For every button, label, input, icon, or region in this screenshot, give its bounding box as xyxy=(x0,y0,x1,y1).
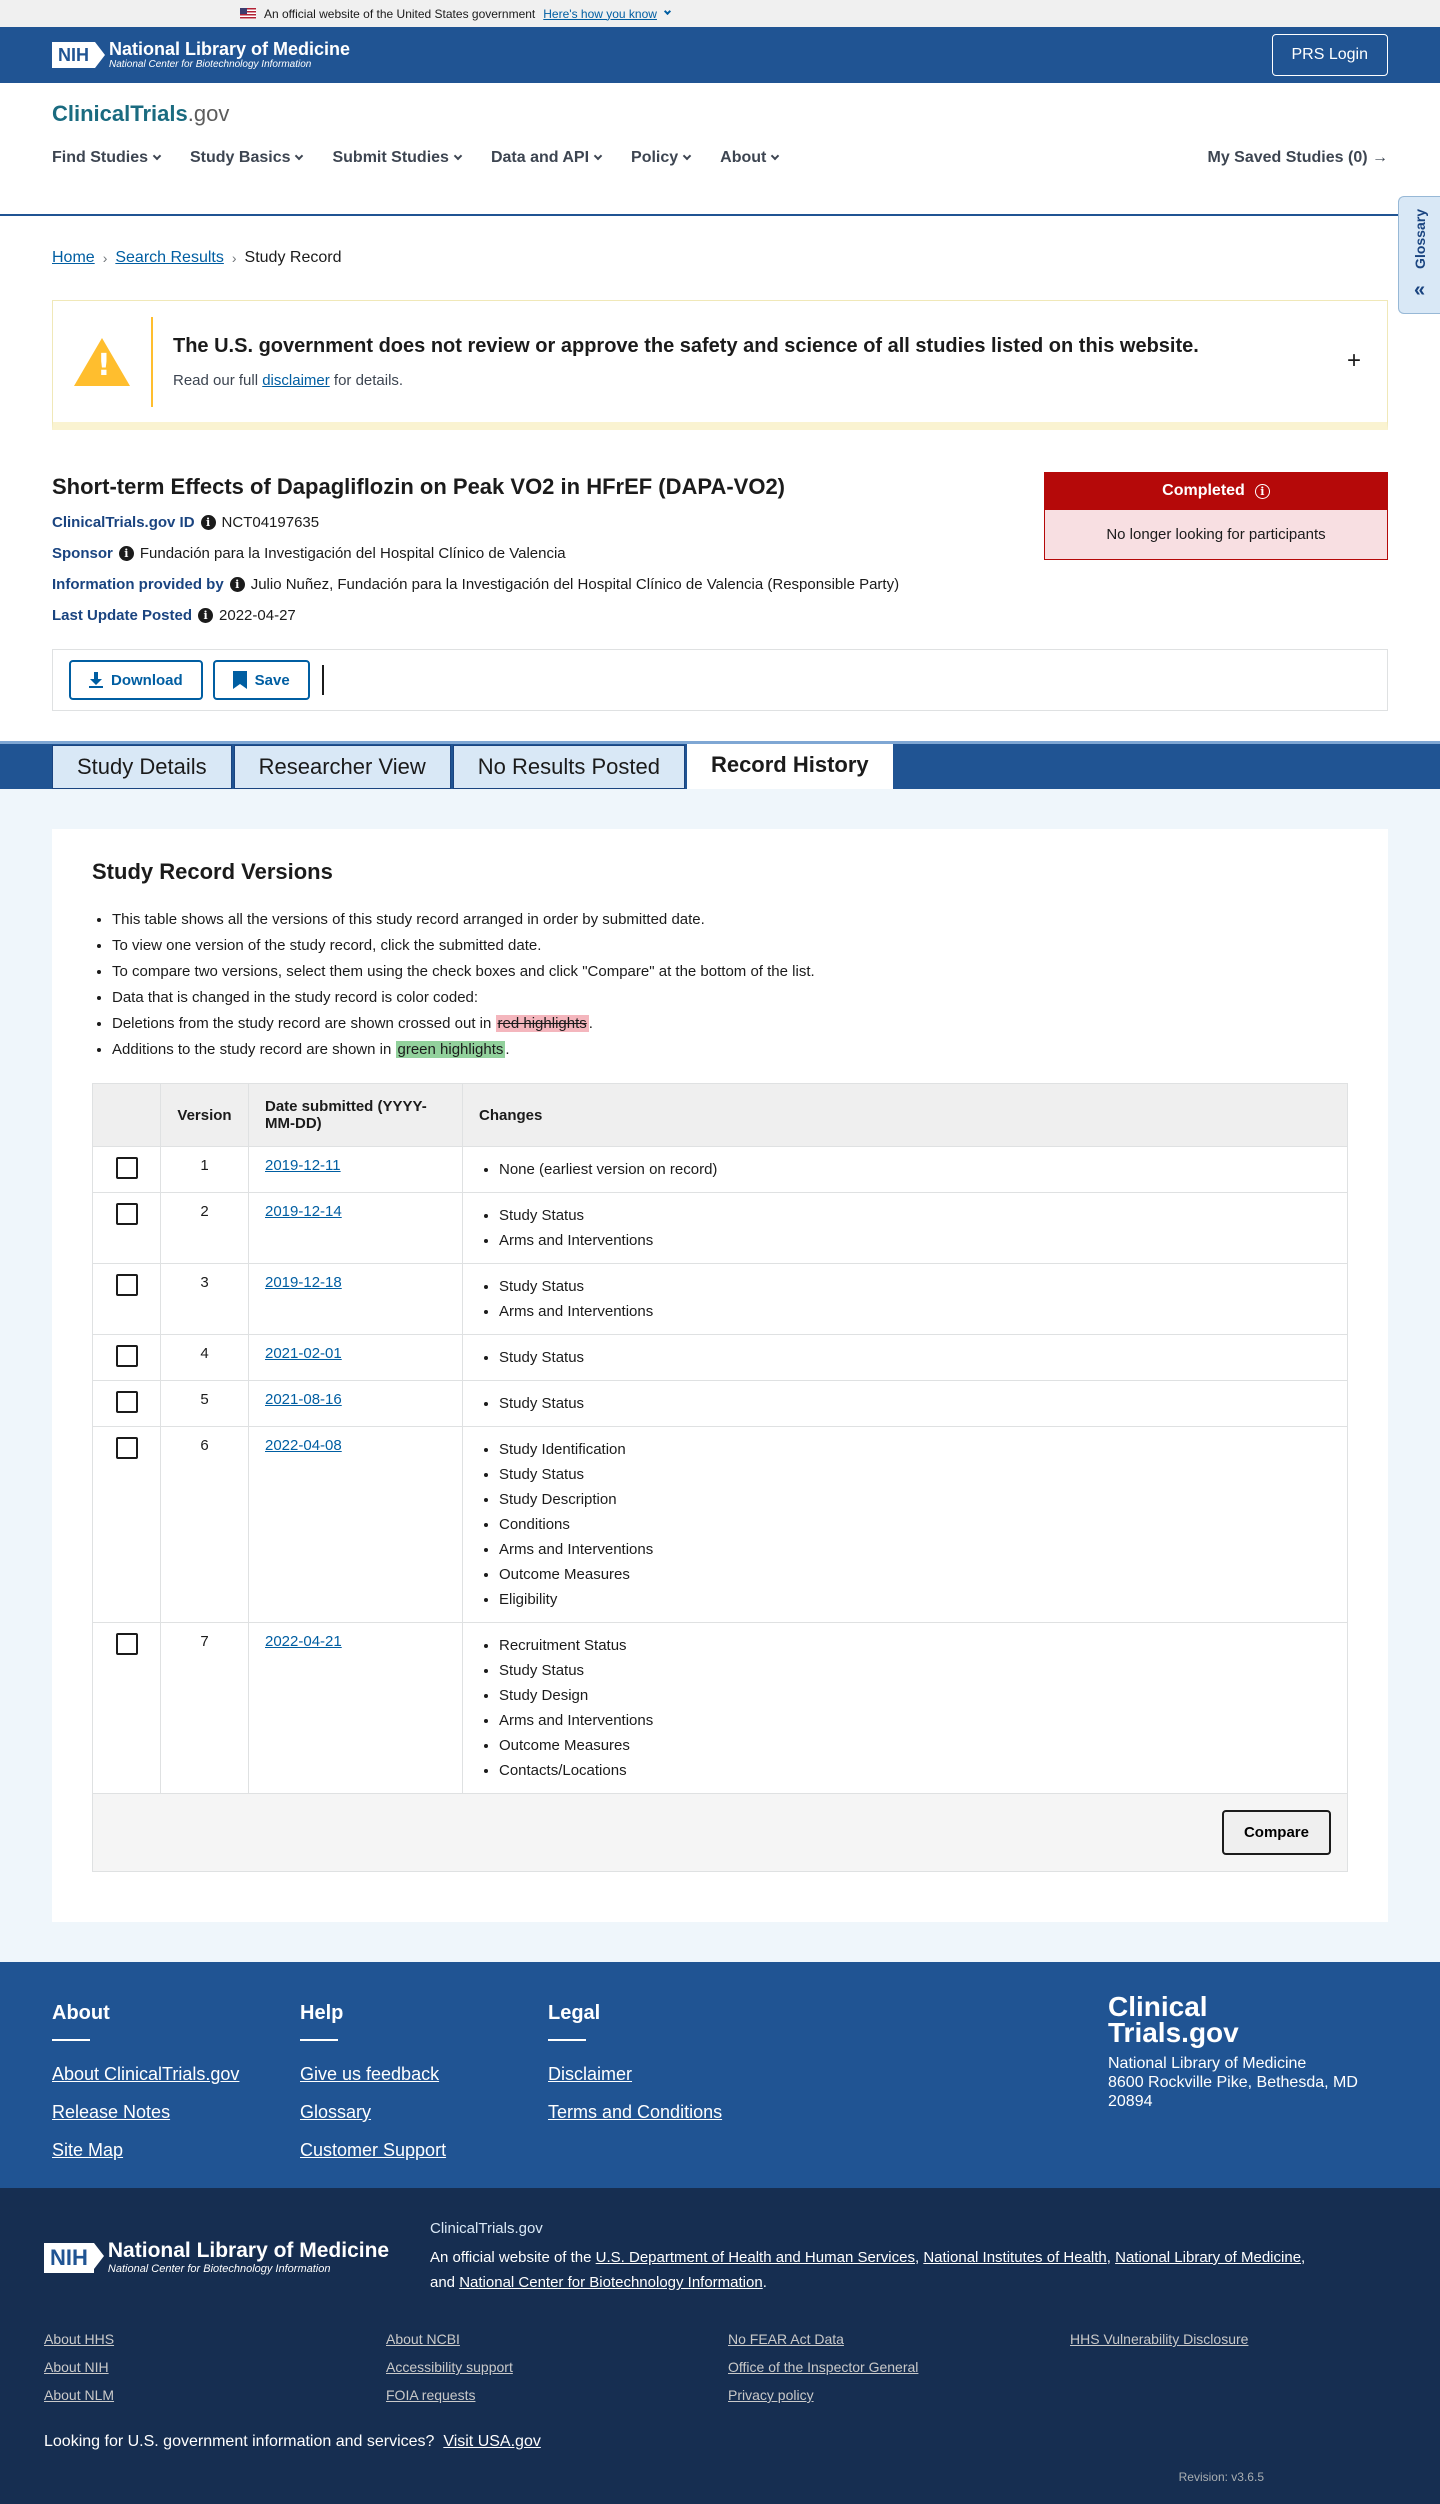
disclaimer-alert xyxy=(52,300,1388,430)
change-item: • Study Status xyxy=(499,1462,1331,1487)
disclaimer-text: Read our full xyxy=(173,371,263,389)
ncbi-link[interactable]: National Center for Biotechnology Information xyxy=(459,2274,763,2291)
last-update-value: 2022-04-27 xyxy=(219,607,296,624)
version-number: 2 xyxy=(161,1193,249,1264)
date-cell xyxy=(249,1623,463,1794)
change-item: • Contacts/Locations xyxy=(499,1758,1331,1783)
version-checkbox[interactable] xyxy=(116,1391,138,1413)
nav-study-basics[interactable]: Study Basics xyxy=(190,149,302,167)
info-bullet: • To view one version of the study record, click the submitted date. xyxy=(112,933,1348,959)
version-checkbox[interactable] xyxy=(116,1274,138,1296)
nav-submit-studies[interactable]: Submit Studies xyxy=(332,149,460,167)
footer-bottom xyxy=(0,2188,1440,2504)
footer-bottom-link[interactable]: FOIA requests xyxy=(386,2387,476,2403)
chevron-right-icon: › xyxy=(102,250,108,266)
nlm-subtitle: National Center for Biotechnology Information xyxy=(109,58,312,70)
status-box xyxy=(1044,472,1388,560)
select-cell xyxy=(93,1427,161,1623)
disclaimer-text-end: for details. xyxy=(329,371,404,389)
red-highlight-sample: red highlights xyxy=(497,1015,587,1032)
table-row xyxy=(93,1623,1348,1794)
change-item: • Study Design xyxy=(499,1683,1331,1708)
footer-official-text: An official website of the U.S. Department of Health and Human Services, National Institutes of Health, National Library of Medicine, and National Center for Biotechnology Information. xyxy=(430,2249,1306,2291)
footer-bottom-link[interactable]: About NCBI xyxy=(386,2331,460,2347)
nih-logo-icon: NIH xyxy=(44,2243,94,2273)
date-cell xyxy=(249,1427,463,1623)
change-item: • Arms and Interventions xyxy=(499,1537,1331,1562)
bookmark-icon xyxy=(233,671,247,689)
date-cell xyxy=(249,1335,463,1381)
change-item: • None (earliest version on record) xyxy=(499,1157,1331,1182)
footer-bottom-links xyxy=(44,2331,1396,2403)
warning-icon xyxy=(74,338,130,386)
select-cell xyxy=(93,1264,161,1335)
footer-link[interactable]: Site Map xyxy=(52,2140,124,2160)
footer-col-about xyxy=(52,2002,300,2188)
usa-gov-line: Looking for U.S. government information and services? Visit USA.gov xyxy=(44,2433,541,2450)
footer-bottom-link[interactable]: About NIH xyxy=(44,2359,109,2375)
footer-bottom-link[interactable]: About HHS xyxy=(44,2331,115,2347)
date-column-header: Date submitted (YYYY-MM-DD) xyxy=(249,1084,463,1147)
table-row xyxy=(93,1427,1348,1623)
change-item: • Arms and Interventions xyxy=(499,1299,1331,1324)
footer-bottom-link[interactable]: HHS Vulnerability Disclosure xyxy=(1070,2331,1249,2347)
info-bullet: • This table shows all the versions of this study record arranged in order by submitted date. xyxy=(112,907,1348,933)
usa-gov-link[interactable]: Visit USA.gov xyxy=(443,2433,541,2450)
version-date-link[interactable]: 2019-12-14 xyxy=(265,1203,342,1220)
nlm-title: National Library of Medicine xyxy=(109,39,351,60)
arrow-right-icon: → xyxy=(1372,149,1388,166)
version-checkbox[interactable] xyxy=(116,1203,138,1225)
hhs-link[interactable]: U.S. Department of Health and Human Services xyxy=(595,2249,915,2266)
version-number: 3 xyxy=(161,1264,249,1335)
gov-banner-text: An official website of the United States government xyxy=(264,6,536,21)
tab-researcher-view[interactable]: Researcher View xyxy=(234,745,451,789)
nav-data-api[interactable]: Data and API xyxy=(491,149,601,167)
status-badge: Completed xyxy=(1162,482,1245,499)
info-icon[interactable]: i xyxy=(119,546,134,561)
chevron-down-icon xyxy=(454,152,462,160)
tab-no-results[interactable]: No Results Posted xyxy=(453,745,685,789)
footer-address: National Library of Medicine 8600 Rockville Pike, Bethesda, MD 20894 xyxy=(1108,2055,1358,2110)
prs-login-button[interactable]: PRS Login xyxy=(1272,34,1389,76)
footer-bottom-link[interactable]: About NLM xyxy=(44,2387,115,2403)
change-item: • Study Status xyxy=(499,1274,1331,1299)
glossary-label: Glossary xyxy=(1411,209,1428,269)
footer-link[interactable]: About ClinicalTrials.gov xyxy=(52,2064,240,2084)
footer-link[interactable]: Release Notes xyxy=(52,2102,171,2122)
nlm-header xyxy=(0,27,1440,83)
download-button[interactable]: Download xyxy=(69,660,203,700)
select-cell xyxy=(93,1335,161,1381)
changes-cell xyxy=(463,1335,1348,1381)
change-item: • Study Status xyxy=(499,1391,1331,1416)
date-cell xyxy=(249,1381,463,1427)
changes-cell xyxy=(463,1381,1348,1427)
saved-studies-link[interactable]: My Saved Studies (0) → xyxy=(1207,149,1388,166)
changes-cell xyxy=(463,1427,1348,1623)
last-update-label: Last Update Posted xyxy=(52,607,193,624)
info-bullet: • To compare two versions, select them using the check boxes and click "Compare" at the bottom of the list. xyxy=(112,959,1348,985)
chevron-down-icon xyxy=(771,152,779,160)
breadcrumb-search-results[interactable]: Search Results xyxy=(115,249,224,266)
footer-bottom-link[interactable]: Privacy policy xyxy=(728,2387,814,2403)
tab-record-history[interactable]: Record History xyxy=(687,741,893,789)
changes-cell xyxy=(463,1623,1348,1794)
chevron-right-icon: › xyxy=(231,250,237,266)
record-history-card xyxy=(52,829,1388,1922)
footer-heading: About xyxy=(52,2002,110,2024)
glossary-tab[interactable] xyxy=(1398,196,1440,314)
version-number: 5 xyxy=(161,1381,249,1427)
select-cell xyxy=(93,1623,161,1794)
nav-about[interactable]: About xyxy=(720,149,778,167)
nav-policy[interactable]: Policy xyxy=(631,149,690,167)
expand-plus-icon[interactable]: + xyxy=(1346,347,1361,374)
disclaimer-link[interactable]: disclaimer xyxy=(262,371,330,389)
footer-link[interactable]: Glossary xyxy=(300,2102,372,2122)
date-cell xyxy=(249,1147,463,1193)
footer-bottom-link[interactable]: Accessibility support xyxy=(386,2359,513,2375)
breadcrumb-home[interactable]: Home xyxy=(52,249,95,266)
select-cell xyxy=(93,1147,161,1193)
us-flag-icon xyxy=(240,8,256,19)
version-checkbox[interactable] xyxy=(116,1345,138,1367)
chevron-down-icon xyxy=(594,152,602,160)
chevron-down-icon xyxy=(664,8,671,15)
info-icon[interactable]: i xyxy=(201,515,216,530)
version-date-link[interactable]: 2021-08-16 xyxy=(265,1391,342,1408)
disclaimer-title: The U.S. government does not review or approve the safety and science of all studies listed on this website. xyxy=(173,334,1199,357)
select-cell xyxy=(93,1193,161,1264)
changes-column-header: Changes xyxy=(463,1084,1348,1147)
nih-link[interactable]: National Institutes of Health xyxy=(923,2249,1107,2266)
breadcrumb xyxy=(0,216,1440,276)
footer-site-name: ClinicalTrials.gov xyxy=(430,2220,543,2237)
change-item: • Study Description xyxy=(499,1487,1331,1512)
nlm-logo[interactable] xyxy=(52,40,350,70)
id-label: ClinicalTrials.gov ID xyxy=(52,514,195,531)
study-title: Short-term Effects of Dapagliflozin on Peak VO2 in HFrEF (DAPA-VO2) xyxy=(52,474,786,499)
table-row xyxy=(93,1381,1348,1427)
versions-table xyxy=(92,1083,1348,1872)
version-checkbox[interactable] xyxy=(116,1157,138,1179)
changes-cell xyxy=(463,1193,1348,1264)
table-row xyxy=(93,1193,1348,1264)
footer-col-legal xyxy=(548,2002,796,2188)
footer-link[interactable]: Customer Support xyxy=(300,2140,447,2160)
compare-button[interactable]: Compare xyxy=(1222,1810,1331,1855)
compare-footer xyxy=(93,1794,1348,1872)
gov-banner xyxy=(0,0,1440,27)
info-bullet: • Additions to the study record are shown in green highlights . xyxy=(112,1037,1348,1063)
nav-find-studies[interactable]: Find Studies xyxy=(52,149,160,167)
footer-bottom-link[interactable]: No FEAR Act Data xyxy=(728,2331,844,2347)
main-nav xyxy=(52,149,1388,167)
provided-by-value: Julio Nuñez, Fundación para la Investigación del Hospital Clínico de Valencia (Responsible Party) xyxy=(250,576,900,593)
changes-cell xyxy=(463,1264,1348,1335)
nih-logo-icon: NIH xyxy=(52,42,95,68)
table-row xyxy=(93,1147,1348,1193)
change-item: • Study Status xyxy=(499,1345,1331,1370)
info-icon[interactable]: i xyxy=(198,608,213,623)
double-chevron-left-icon: « xyxy=(1413,278,1426,301)
footer-bottom-link[interactable]: Office of the Inspector General xyxy=(728,2359,919,2375)
footer-nlm-title: National Library of Medicine xyxy=(107,2239,390,2263)
table-row xyxy=(93,1264,1348,1335)
sponsor-label: Sponsor xyxy=(52,545,113,562)
footer-col-help xyxy=(300,2002,548,2188)
footer-link[interactable]: Disclaimer xyxy=(548,2064,633,2084)
footer-link[interactable]: Give us feedback xyxy=(300,2064,440,2084)
change-item: • Outcome Measures xyxy=(499,1733,1331,1758)
breadcrumb-current: Study Record xyxy=(244,249,342,266)
revision-text: Revision: v3.6.5 xyxy=(1178,2470,1264,2484)
footer xyxy=(0,1962,1440,2188)
nlm-link[interactable]: National Library of Medicine xyxy=(1115,2249,1302,2266)
change-item: • Eligibility xyxy=(499,1587,1331,1612)
change-item: • Conditions xyxy=(499,1512,1331,1537)
version-number: 1 xyxy=(161,1147,249,1193)
info-icon[interactable]: i xyxy=(1255,484,1270,499)
green-highlight-sample: green highlights xyxy=(397,1041,504,1058)
download-icon xyxy=(89,672,103,688)
how-you-know-link[interactable]: Here's how you know xyxy=(543,6,657,21)
version-number: 6 xyxy=(161,1427,249,1623)
version-column-header: Version xyxy=(161,1084,249,1147)
version-checkbox[interactable] xyxy=(116,1633,138,1655)
study-header xyxy=(0,430,1440,630)
chevron-down-icon xyxy=(153,152,161,160)
table-row xyxy=(93,1335,1348,1381)
select-cell xyxy=(93,1381,161,1427)
info-bullet: • Data that is changed in the study record is color coded: xyxy=(112,985,1348,1011)
select-column-header xyxy=(93,1084,161,1147)
chevron-down-icon xyxy=(295,152,303,160)
footer-logo[interactable]: Clinical Trials.gov xyxy=(1108,1991,1239,2048)
version-date-link[interactable]: 2022-04-08 xyxy=(265,1437,342,1454)
footer-link[interactable]: Terms and Conditions xyxy=(548,2102,723,2122)
footer-nlm-logo[interactable] xyxy=(44,2220,430,2295)
date-cell xyxy=(249,1264,463,1335)
id-value: NCT04197635 xyxy=(221,514,320,531)
changes-cell xyxy=(463,1147,1348,1193)
change-item: • Study Identification xyxy=(499,1437,1331,1462)
footer-brand xyxy=(1108,1991,1358,2111)
clinicaltrials-logo[interactable]: ClinicalTrials.gov xyxy=(52,101,230,126)
change-item: • Recruitment Status xyxy=(499,1633,1331,1658)
footer-heading: Legal xyxy=(548,2002,601,2024)
sponsor-value: Fundación para la Investigación del Hospital Clínico de Valencia xyxy=(139,545,566,562)
change-item: • Study Status xyxy=(499,1658,1331,1683)
version-checkbox[interactable] xyxy=(116,1437,138,1459)
status-description: No longer looking for participants xyxy=(1044,510,1388,560)
version-date-link[interactable]: 2019-12-11 xyxy=(265,1157,341,1174)
action-bar xyxy=(52,649,1388,711)
info-icon[interactable]: i xyxy=(230,577,245,592)
version-date-link[interactable]: 2019-12-18 xyxy=(265,1274,342,1291)
section-heading: Study Record Versions xyxy=(92,859,333,884)
record-history-section xyxy=(0,789,1440,1962)
info-bullet: • Deletions from the study record are shown crossed out in red highlights . xyxy=(112,1011,1348,1037)
change-item: • Study Status xyxy=(499,1203,1331,1228)
provided-by-label: Information provided by xyxy=(52,576,224,593)
save-button[interactable]: Save xyxy=(213,660,310,700)
study-tabs xyxy=(0,741,1440,789)
change-item: • Arms and Interventions xyxy=(499,1708,1331,1733)
version-number: 7 xyxy=(161,1623,249,1794)
site-header xyxy=(0,83,1440,216)
version-date-link[interactable]: 2022-04-21 xyxy=(265,1633,342,1650)
footer-nlm-subtitle: National Center for Biotechnology Information xyxy=(107,2262,331,2275)
date-cell xyxy=(249,1193,463,1264)
version-date-link[interactable]: 2021-02-01 xyxy=(265,1345,342,1362)
footer-heading: Help xyxy=(300,2002,344,2024)
change-item: • Outcome Measures xyxy=(499,1562,1331,1587)
version-number: 4 xyxy=(161,1335,249,1381)
chevron-down-icon xyxy=(683,152,691,160)
action-divider xyxy=(322,665,324,695)
tab-study-details[interactable]: Study Details xyxy=(52,745,232,789)
change-item: • Arms and Interventions xyxy=(499,1228,1331,1253)
